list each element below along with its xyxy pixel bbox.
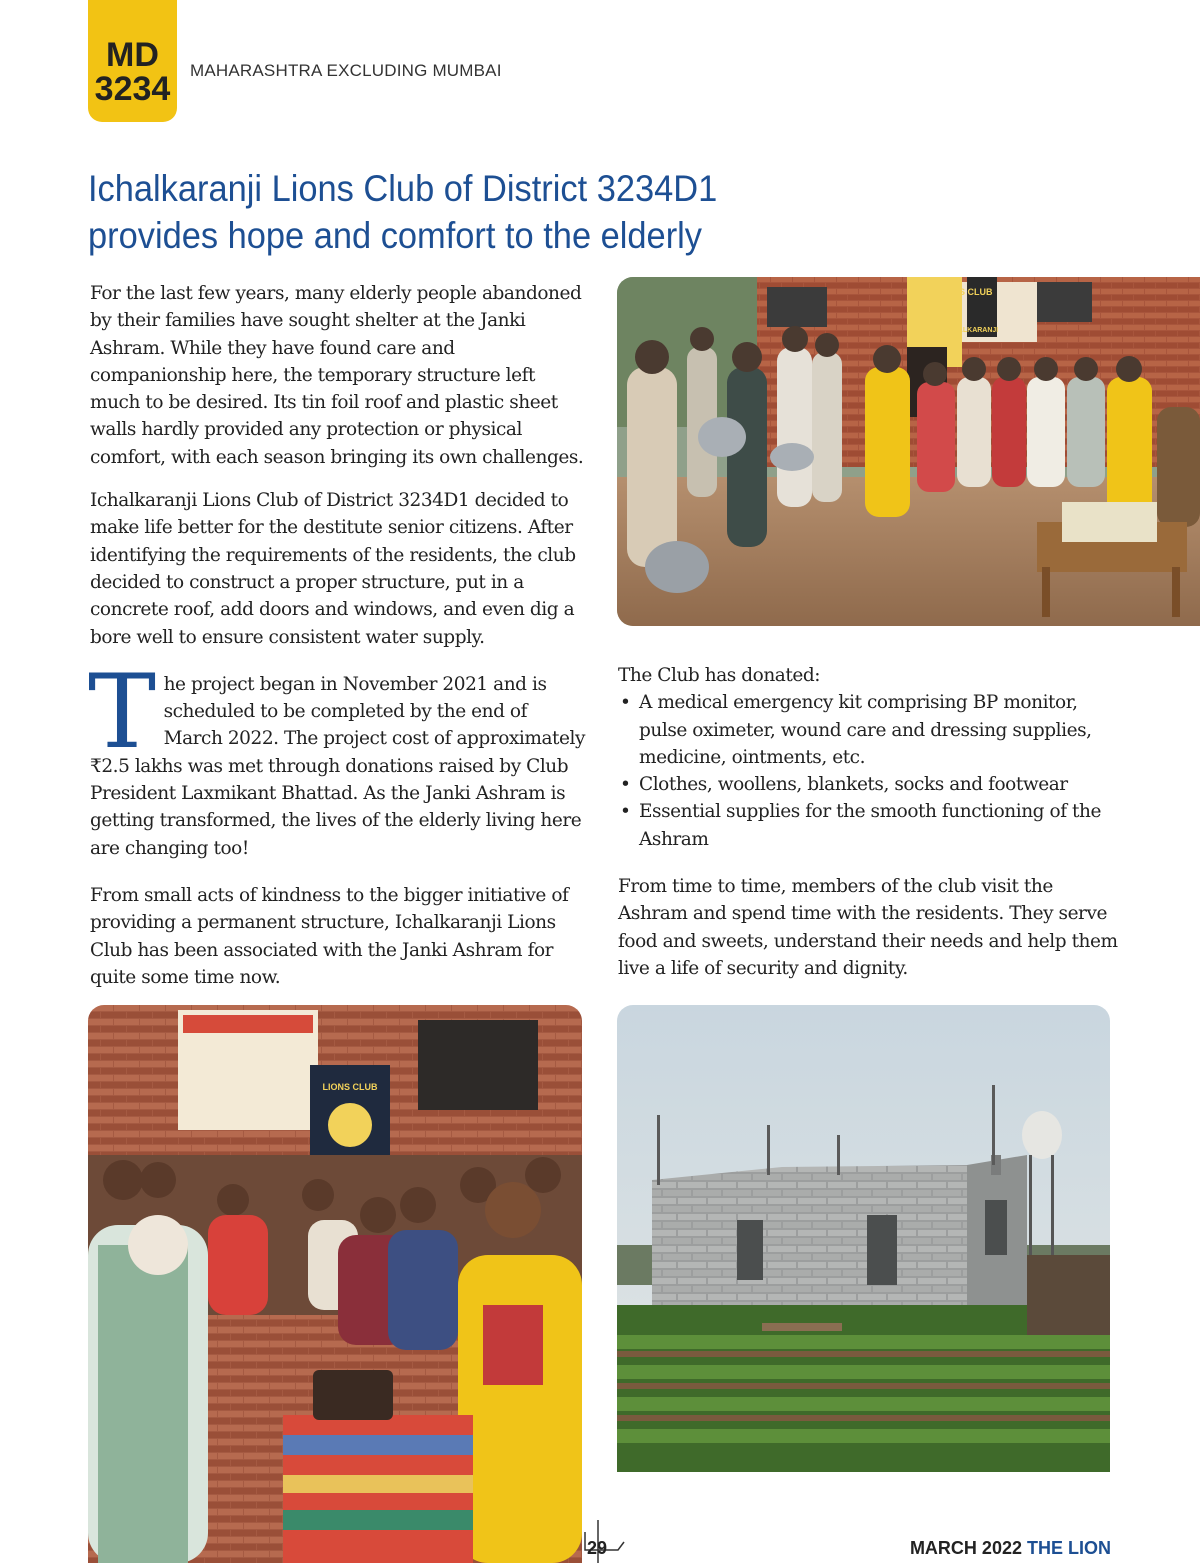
badge-line-1: MD [106,36,159,74]
list-item: • Clothes, woollens, blankets, socks and footwear [639,771,1118,798]
headline-line-1: Ichalkaranji Lions Club of District 3234D1 [88,168,718,209]
blanket-photo-banner-1: LIONS CLUB [322,1082,378,1092]
page-number: 29 [587,1538,608,1558]
paragraph-project-text: he project began in November 2021 and is scheduled to be completed by the end of March 2022. The project cost of approximately ₹2.5 lakhs was met through donations raised by Club President Laxmikant Bhattad. As the Janki Ashram is getting transformed, the lives of the elderly living here are changing too! [90,673,585,859]
district-badge [88,0,177,122]
drop-cap: T [88,652,156,772]
paragraph-intro: For the last few years, many elderly people abandoned by their families have sought shelter at the Janki Ashram. While they have found care and companionship here, the temporary structure left much to be desired. Its tin foil roof and plastic sheet walls hardly provided any protection or physical comfort, with each season bringing its own challenges. [90,283,584,468]
article-headline [88,165,925,259]
photo-blanket-distribution [88,1005,582,1563]
footer-date: MARCH 2022 [909,1538,1022,1558]
top-photo-banner-1: LIONS CLUB [937,287,993,297]
left-column [90,280,590,1007]
footer-magazine: THE LION [1027,1538,1111,1558]
photo-building-construction [617,1005,1110,1472]
list-item: • A medical emergency kit comprising BP monitor, pulse oximeter, wound care and dressing supplies, medicine, ointments, etc. [639,689,1118,771]
section-label: MAHARASHTRA EXCLUDING MUMBAI [190,61,502,80]
top-photo-banner-2: ICHALKARANJI [945,327,999,334]
photo-food-serving [617,277,1200,626]
paragraph-decision: Ichalkaranji Lions Club of District 3234D1 decided to make life better for the destitute senior citizens. After identifying the requirements of the residents, the club decided to construct a proper structure, put in a concrete roof, add doors and windows, and even dig a bore well to ensure consistent water supply. [90,490,576,648]
right-column [618,662,1118,998]
paragraph-project [88,652,590,862]
badge-line-2: 3234 [94,70,171,108]
paragraph-closing: From time to time, members of the club visit the Ashram and spend time with the residents. They serve food and sweets, understand their needs and help them live a life of security and dignity. [618,876,1118,979]
donated-intro: The Club has donated: [618,665,821,686]
headline-line-2: provides hope and comfort to the elderly [88,215,703,256]
footer-issue [910,1538,1111,1559]
paragraph-association: From small acts of kindness to the bigger initiative of providing a permanent structure, Ichalkaranji Lions Club has been associated with the Janki Ashram for quite some time now. [90,884,569,988]
donations-list [618,689,1118,853]
list-item: • Essential supplies for the smooth functioning of the Ashram [639,798,1118,853]
